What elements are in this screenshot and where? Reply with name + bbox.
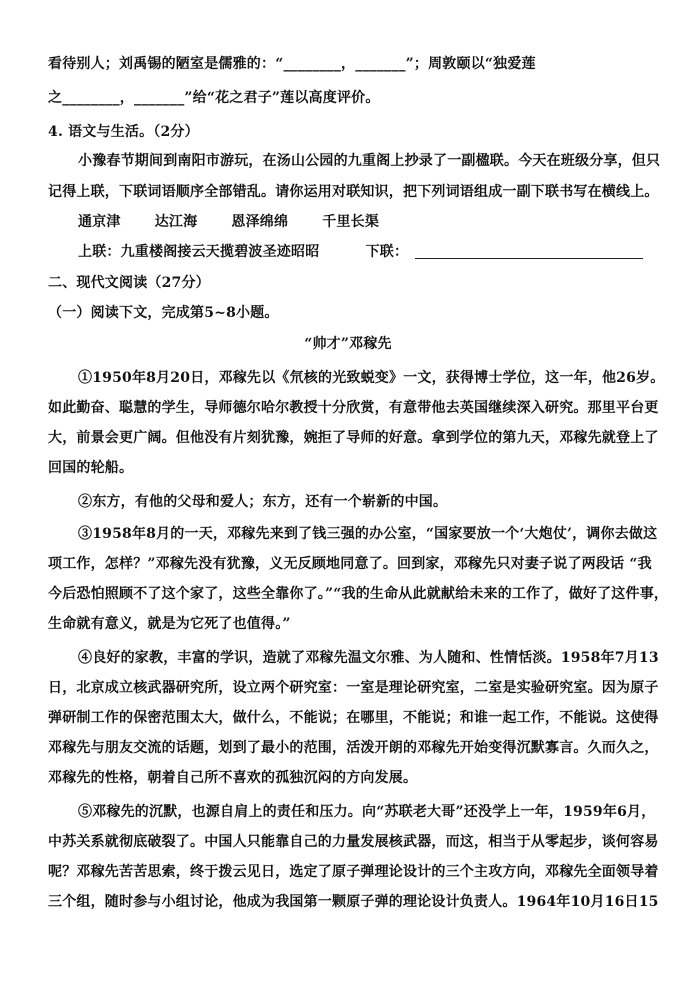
paragraph-3-line-3: 今后恐怕照顾不了这个家了，这些全靠你了。”“我的生命从此就献给未来的工作了，做好了这件事， — [48, 586, 669, 602]
paragraph-2-line-1: ②东方，有他的父母和爱人；东方，还有一个崭新的中国。 — [78, 494, 448, 510]
word-item: 千里长渠 — [322, 214, 380, 230]
paragraph-1-line-4: 回国的轮船。 — [48, 460, 134, 476]
paragraph-5-line-3: 呢？邓稼先苦苦思索，终于拨云见日，选定了原子弹理论设计的三个主攻方向，邓稼先全面领导着 — [48, 864, 659, 880]
word-item: 达江海 — [154, 214, 198, 230]
text-line-1: 看待别人；刘禹锡的陋室是儒雅的：“________，_______”；周敦颐以“独爱莲 — [48, 56, 536, 72]
paragraph-5-line-4: 三个组，随时参与小组讨论，他成为我国第一颗原子弹的理论设计负责人。1964年10月16日15 — [48, 894, 659, 910]
paragraph-1-line-1: ①1950年8月20日，邓稼先以《氘核的光致蜕变》一文，获得博士学位，这一年，他26岁。 — [78, 370, 665, 386]
couplet-lower-label: 下联： — [365, 244, 409, 260]
word-item: 恩泽绵绵 — [231, 214, 289, 230]
paragraph-4-line-2: 日，北京成立核武器研究所，设立两个研究室：一室是理论研究室，二室是实验研究室。因为原子 — [48, 680, 659, 696]
question-4-text-1: 小豫春节期间到南阳市游玩，在汤山公园的九重阁上抄录了一副楹联。今天在班级分享，但只 — [78, 153, 661, 169]
question-4-title: 4. 语文与生活。（2分） — [48, 124, 199, 140]
section-2-title: 二、现代文阅读（27分） — [48, 275, 210, 291]
paragraph-5-line-2: 中苏关系就彻底破裂了。中国人只能靠自己的力量发展核武器，而这，相当于从零起步，谈何容易 — [48, 834, 659, 850]
couplet-upper: 上联：九重楼阁接云天揽碧波圣迹昭昭 — [78, 244, 320, 260]
section-2-subtitle: （一）阅读下文，完成第5~8小题。 — [48, 305, 279, 321]
paragraph-4-line-1: ④良好的家教，丰富的学识，造就了邓稼先温文尔雅、为人随和、性情恬淡。1958年7月13 — [78, 650, 659, 666]
paragraph-4-line-5: 邓稼先的性格，朝着自己所不喜欢的孤独沉闷的方向发展。 — [48, 770, 418, 786]
paragraph-1-line-3: 大，前景会更广阔。但他没有片刻犹豫，婉拒了导师的好意。拿到学位的第九天，邓稼先就登上了 — [48, 430, 659, 446]
article-title: “帅才”邓稼先 — [304, 336, 392, 352]
paragraph-4-line-4: 邓稼先与朋友交流的话题，划到了最小的范围，活泼开朗的邓稼先开始变得沉默寡言。久而久之， — [48, 740, 659, 756]
word-item: 通京津 — [78, 214, 121, 230]
question-4-text-2: 记得上联，下联词语顺序全部错乱。请你运用对联知识，把下列词语组成一副下联书写在横线上。 — [48, 184, 659, 200]
text-line-2: 之________，_______”给“花之君子”莲以高度评价。 — [48, 90, 380, 106]
answer-blank-line[interactable] — [415, 244, 643, 259]
paragraph-3-line-4: 生命就有意义，就是为它死了也值得。” — [48, 616, 291, 632]
paragraph-3-line-2: 项工作，怎样？”邓稼先没有犹豫，义无反顾地同意了。回到家，邓稼先只对妻子说了两段话 “我 — [48, 556, 652, 572]
word-list — [78, 212, 652, 232]
paragraph-4-line-3: 弹研制工作的保密范围太大，做什么，不能说；在哪里，不能说；和谁一起工作，不能说。这使得 — [48, 710, 659, 726]
couplet-line — [78, 242, 652, 262]
paragraph-3-line-1: ③1958年8月的一天，邓稼先来到了钱三强的办公室，“国家要放一个‘大炮仗’，调你去做这 — [78, 526, 658, 542]
paragraph-1-line-2: 如此勤奋、聪慧的学生，导师德尔哈尔教授十分欣赏，有意带他去英国继续深入研究。那里平台更 — [48, 400, 659, 416]
paragraph-5-line-1: ⑤邓稼先的沉默，也源自肩上的责任和压力。向“苏联老大哥”还没学上一年，1959年6月， — [78, 804, 656, 820]
